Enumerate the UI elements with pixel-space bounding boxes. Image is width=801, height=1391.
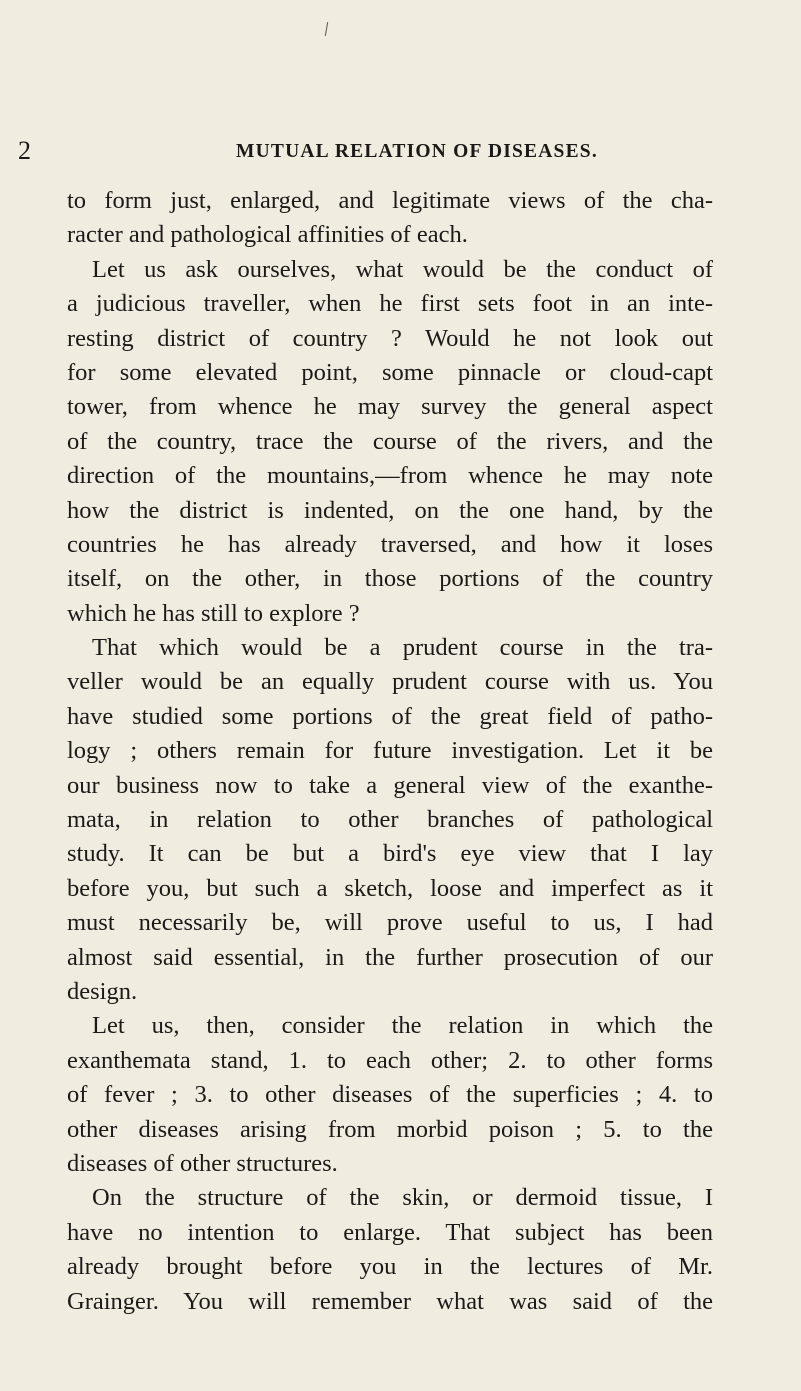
body-text bbox=[67, 184, 713, 1319]
text-line: must necessarily be, will prove useful to us, I had bbox=[67, 909, 713, 937]
text-line: exanthemata stand, 1. to each other; 2. to other forms bbox=[67, 1046, 713, 1074]
text-line: before you, but such a sketch, loose and imperfect as it bbox=[67, 874, 713, 902]
text-line: tower, from whence he may survey the general aspect bbox=[67, 393, 713, 421]
text-line: how the district is indented, on the one hand, by the bbox=[67, 496, 713, 524]
text-line: Let us, then, consider the relation in which the bbox=[92, 1012, 713, 1040]
text-line: our business now to take a general view of the exanthe- bbox=[67, 771, 713, 799]
text-line: That which would be a prudent course in the tra- bbox=[92, 634, 713, 662]
text-line: design. bbox=[67, 977, 138, 1005]
text-line: Let us ask ourselves, what would be the conduct of bbox=[92, 255, 713, 283]
text-line: itself, on the other, in those portions of the country bbox=[67, 565, 713, 593]
page-number: 2 bbox=[18, 136, 31, 165]
text-line: On the structure of the skin, or dermoid tissue, I bbox=[92, 1184, 713, 1212]
text-line: other diseases arising from morbid poison ; 5. to the bbox=[67, 1115, 713, 1143]
text-line: almost said essential, in the further prosecution of our bbox=[67, 943, 713, 971]
text-line: have no intention to enlarge. That subject has been bbox=[67, 1218, 713, 1246]
text-line: already brought before you in the lectures of Mr. bbox=[67, 1253, 713, 1281]
text-line: direction of the mountains,—from whence he may note bbox=[67, 462, 713, 490]
text-line: racter and pathological affinities of each. bbox=[67, 221, 468, 249]
text-line: to form just, enlarged, and legitimate views of the cha- bbox=[67, 187, 713, 214]
text-line: a judicious traveller, when he first sets foot in an inte- bbox=[67, 290, 713, 318]
text-line: which he has still to explore ? bbox=[67, 599, 360, 627]
text-line: have studied some portions of the great field of patho- bbox=[67, 702, 713, 730]
running-head: MUTUAL RELATION OF DISEASES. bbox=[236, 141, 598, 162]
text-line: diseases of other structures. bbox=[67, 1149, 338, 1177]
text-line: logy ; others remain for future investigation. Let it be bbox=[67, 737, 713, 765]
text-line: veller would be an equally prudent course with us. You bbox=[67, 668, 713, 696]
page-header bbox=[18, 136, 718, 166]
text-line: of fever ; 3. to other diseases of the superficies ; 4. to bbox=[67, 1081, 713, 1109]
text-line: of the country, trace the course of the rivers, and the bbox=[67, 427, 713, 455]
text-line: Grainger. You will remember what was said of the bbox=[67, 1287, 713, 1315]
text-line: study. It can be but a bird's eye view that I lay bbox=[67, 840, 713, 868]
text-line: for some elevated point, some pinnacle or cloud-capt bbox=[67, 358, 713, 386]
text-line: countries he has already traversed, and how it loses bbox=[67, 530, 713, 558]
text-line: resting district of country ? Would he not look out bbox=[67, 324, 713, 352]
text-line: mata, in relation to other branches of pathological bbox=[67, 806, 713, 834]
paper-speck bbox=[325, 22, 328, 36]
